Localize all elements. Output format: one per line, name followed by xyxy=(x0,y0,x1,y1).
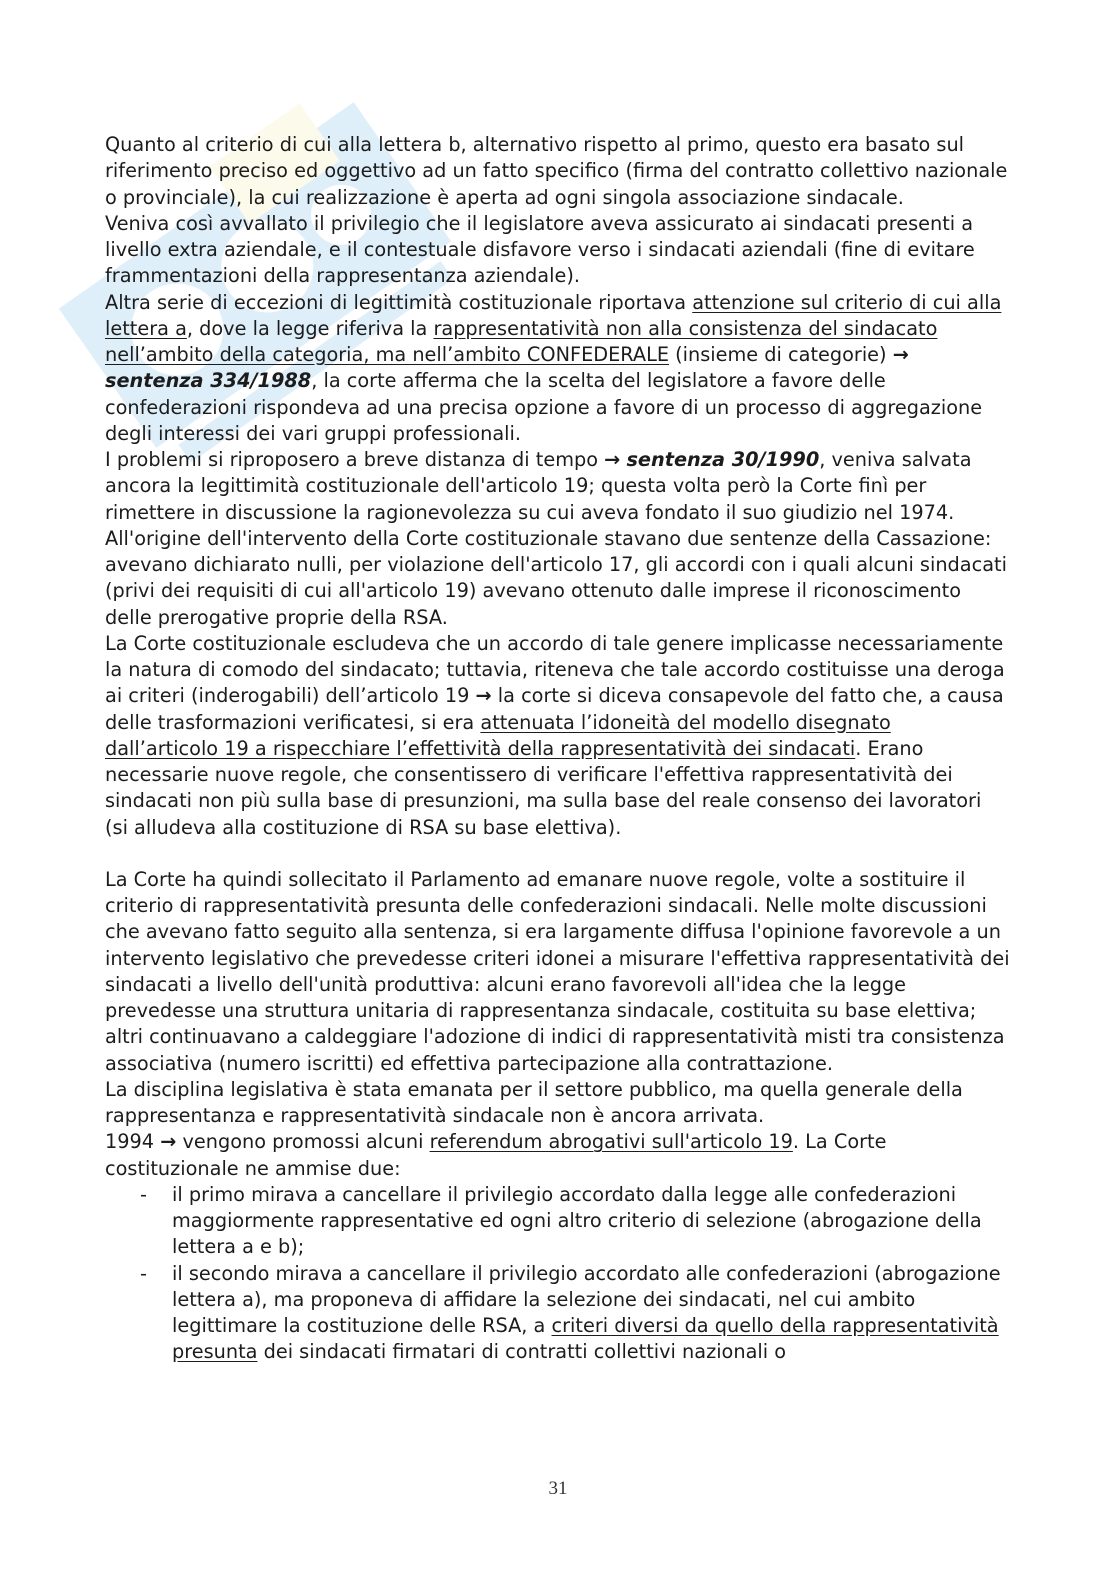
text-run: Altra serie di eccezioni di legittimità costituzionale riportava xyxy=(105,290,693,314)
list-item xyxy=(105,1182,1010,1261)
text-run: La Corte costituzionale escludeva che un accordo di tale genere implicasse necessariamente la natura di comodo del sindacato; tuttavia, riteneva che tale accordo costituisse una deroga ai criteri (inderogabili) dell’articolo 19 xyxy=(105,631,1005,708)
text-run: I problemi si riproposero a breve distanza di tempo xyxy=(105,448,605,471)
text-run: , dove la legge riferiva la xyxy=(186,316,434,340)
text-run: vengono promossi alcuni xyxy=(176,1130,430,1154)
text-run: . Erano necessarie nuove regole, che consentissero di verificare l'effettiva rappresentatività dei sindacati non più sulla base di presunzioni, ma sulla base del reale consenso dei lavoratori (si alludeva alla costituzione di RSA su base elettiva). xyxy=(105,736,982,839)
sentence-reference: sentenza 30/1990 xyxy=(626,448,820,471)
text-run: . La Corte costituzionale ne ammise due: xyxy=(105,1130,887,1180)
list-item-text: il primo mirava a cancellare il privilegio accordato dalla legge alle confederazioni maggiormente rappresentative ed ogni altro criterio di selezione (abrogazione della lettera a e b); xyxy=(172,1182,982,1259)
paragraph: Quanto al criterio di cui alla lettera b, alternativo rispetto al primo, questo era basato sul riferimento preciso ed oggettivo ad un fatto specifico (firma del contratto collettivo nazionale o provinciale), la cui realizzazione è aperta ad ogni singola associazione sindacale. xyxy=(105,133,1008,209)
paragraph: La disciplina legislativa è stata emanata per il settore pubblico, ma quella generale della rappresentanza e rappresentatività sindacale non è ancora arrivata. xyxy=(105,1077,963,1127)
referendum-list xyxy=(105,1182,1010,1366)
text-run: 1994 xyxy=(105,1130,161,1154)
paragraph-gap xyxy=(105,841,1010,867)
underlined-text: rappresentatività non alla consistenza del sindacato nell’ambito della categoria, ma nell’ambito CONFEDERALE xyxy=(105,316,938,366)
list-item xyxy=(105,1261,1010,1366)
page-number: 31 xyxy=(548,1478,568,1499)
text-run: , veniva salvata ancora la legittimità costituzionale dell'articolo 19; questa volta però la Corte finì per rimettere in discussione la ragionevolezza su cui aveva fondato il suo giudizio nel 1974. xyxy=(105,448,972,524)
sentence-reference: sentenza 334/1988 xyxy=(105,369,312,393)
arrow-icon: → xyxy=(475,684,492,708)
text-run: (insieme di categorie) xyxy=(669,343,893,366)
arrow-icon: → xyxy=(892,343,909,366)
paragraph xyxy=(105,447,1010,526)
paragraph: La Corte ha quindi sollecitato il Parlamento ad emanare nuove regole, volte a sostituire il criterio di rappresentatività presunta delle confederazioni sindacali. Nelle molte discussioni che avevano fatto seguito alla sentenza, si era largamente diffusa l'opinione favorevole a un intervento legislativo che prevedesse criteri idonei a misurare l'effettiva rappresentatività dei sindacati a livello dell'unità produttiva: alcuni erano favorevoli all'idea che la legge prevedesse una struttura unitaria di rappresentanza sindacale, costituita su base elettiva; altri continuavano a caldeggiare l'adozione di indici di rappresentatività misti tra consistenza associativa (numero iscritti) ed effettiva partecipazione alla contrattazione. xyxy=(105,867,1010,1075)
underlined-text: attenzione sul criterio di cui alla lettera a xyxy=(105,290,1002,340)
text-run: , la corte afferma che la scelta del legislatore a favore delle confederazioni rispondeva ad una precisa opzione a favore di un processo di aggregazione degli interessi dei vari gruppi professionali. xyxy=(105,369,983,445)
paragraph: Veniva così avvallato il privilegio che il legislatore aveva assicurato ai sindacati presenti a livello extra aziendale, e il contestuale disfavore verso i sindacati aziendali (fine di evitare frammentazioni della rappresentanza aziendale). xyxy=(105,211,975,288)
underlined-text: referendum abrogativi sull'articolo 19 xyxy=(429,1130,793,1154)
paragraph xyxy=(105,290,1010,448)
text-run: il secondo mirava a cancellare il privilegio accordato alle confederazioni (abrogazione lettera a), ma proponeva di affidare la selezione dei sindacati, nel cui ambito legittimare la costituzione delle RSA, a xyxy=(172,1261,1001,1337)
arrow-icon: → xyxy=(604,448,621,471)
paragraph xyxy=(105,631,1010,841)
dash-bullet: - xyxy=(140,1182,147,1206)
paragraph: All'origine dell'intervento della Corte costituzionale stavano due sentenze della Cassazione: avevano dichiarato nulli, per violazione dell'articolo 17, gli accordi con i quali alcuni sindacati (privi dei requisiti di cui all'articolo 19) avevano ottenuto dalle imprese il riconoscimento delle prerogative proprie della RSA. xyxy=(105,526,1007,629)
arrow-icon: → xyxy=(160,1130,177,1154)
paragraph xyxy=(105,1129,1010,1182)
text-run: dei sindacati firmatari di contratti collettivi nazionali o xyxy=(257,1340,787,1364)
dash-bullet: - xyxy=(140,1261,147,1285)
document-body xyxy=(105,132,1010,1366)
underlined-text: attenuata l’idoneità del modello disegnato dall’articolo 19 a rispecchiare l’effettività della rappresentatività dei sindacati xyxy=(105,710,891,760)
text-run: la corte si diceva consapevole del fatto che, a causa delle trasformazioni verificatesi, si era xyxy=(105,684,1004,734)
underlined-text: criteri diversi da quello della rappresentatività presunta xyxy=(172,1314,999,1364)
